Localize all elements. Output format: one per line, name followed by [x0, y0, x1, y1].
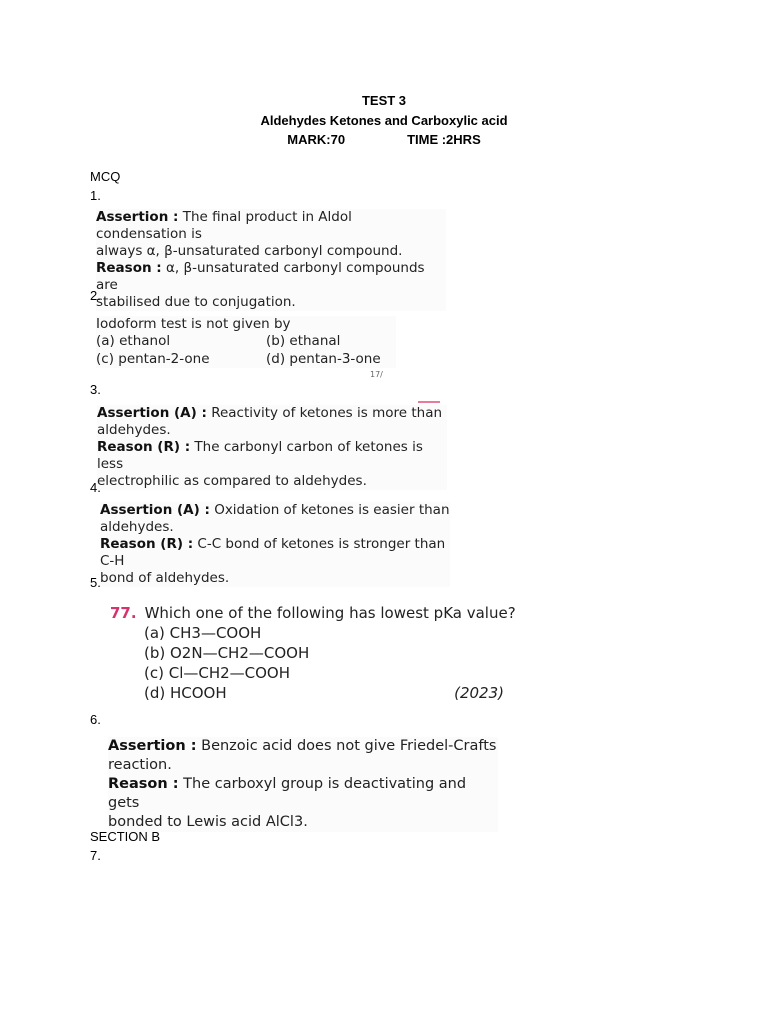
- reason-line: [97, 439, 447, 473]
- option-c-text: (c) Cl—CH2—COOH: [144, 664, 291, 682]
- question-number-3: 3.: [90, 382, 101, 397]
- option-a-text: (a) CH3—COOH: [144, 624, 262, 642]
- reason-text: The carboxyl group is deactivating and gets: [108, 776, 467, 811]
- question-5-image: [110, 603, 530, 703]
- question-2-image: [96, 316, 396, 368]
- reason-line: [100, 536, 450, 570]
- reason-label: Reason (R) :: [100, 536, 194, 552]
- question-1-image: [96, 209, 446, 311]
- option-c: (c) pentan-2-one: [96, 351, 210, 367]
- test-title: TEST 3: [361, 93, 407, 108]
- reason-line: [108, 775, 498, 813]
- option-b-text: (b) O2N—CH2—COOH: [144, 644, 310, 662]
- assertion-text: The final product in Aldol condensation is: [96, 209, 352, 242]
- question-number-1: 1.: [90, 188, 101, 203]
- reason-line: [96, 260, 446, 294]
- question-number-7: 7.: [90, 848, 101, 863]
- assertion-text-cont: reaction.: [108, 757, 172, 773]
- assertion-label: Assertion :: [108, 738, 197, 754]
- marks-time-line: [0, 132, 768, 148]
- assertion-text-cont: aldehydes.: [100, 519, 174, 535]
- assertion-line: [100, 502, 450, 519]
- assertion-text: Oxidation of ketones is easier than: [214, 502, 450, 518]
- question-number-4: 4.: [90, 480, 101, 495]
- test-subject: Aldehydes Ketones and Carboxylic acid: [260, 113, 508, 128]
- reason-label: Reason :: [96, 260, 162, 276]
- question-3-image: [97, 405, 447, 490]
- question-number-5: 5.: [90, 575, 101, 590]
- reason-label: Reason :: [108, 776, 179, 792]
- assertion-label: Assertion (A) :: [97, 405, 207, 421]
- assertion-text-cont: always α, β-unsaturated carbonyl compound.: [96, 243, 403, 259]
- reason-text: The carbonyl carbon of ketones is less: [97, 439, 423, 472]
- question-stem: Which one of the following has lowest pKa value?: [144, 604, 516, 622]
- assertion-label: Assertion (A) :: [100, 502, 210, 518]
- reason-text-cont: bonded to Lewis acid AlCl3.: [108, 814, 308, 830]
- total-marks: MARK:70: [287, 132, 346, 147]
- time-allowed: TIME :2HRS: [407, 132, 481, 147]
- cropped-fragment: 17/: [370, 370, 383, 379]
- section-b-label: SECTION B: [90, 829, 161, 844]
- red-underline-mark: [418, 401, 440, 403]
- options-grid: [96, 333, 396, 368]
- reason-text-cont: stabilised due to conjugation.: [96, 294, 296, 310]
- reason-label: Reason (R) :: [97, 439, 191, 455]
- question-4-image: [100, 502, 450, 587]
- source-question-number: 77.: [110, 604, 137, 622]
- option-b: (b) ethanal: [266, 333, 341, 349]
- option-a: (a) ethanol: [96, 333, 171, 349]
- exam-year: (2023): [454, 684, 504, 702]
- assertion-text: Reactivity of ketones is more than: [211, 405, 443, 421]
- assertion-label: Assertion :: [96, 209, 179, 225]
- question-6-image: [108, 737, 498, 832]
- section-mcq-label: MCQ: [90, 169, 121, 184]
- assertion-line: [108, 737, 498, 756]
- option-d-text: (d) HCOOH: [144, 684, 227, 702]
- option-a: [110, 623, 504, 643]
- option-d: [110, 683, 504, 703]
- assertion-line: [96, 209, 446, 243]
- reason-text: C-C bond of ketones is stronger than C-H: [100, 536, 446, 569]
- option-d: (d) pentan-3-one: [266, 351, 381, 367]
- option-b: [110, 643, 504, 663]
- assertion-text-cont: aldehydes.: [97, 422, 171, 438]
- assertion-line: [97, 405, 447, 422]
- reason-text-cont: bond of aldehydes.: [100, 570, 230, 586]
- question-number-6: 6.: [90, 712, 101, 727]
- question-number-2: 2.: [90, 288, 101, 303]
- reason-text-cont: electrophilic as compared to aldehydes.: [97, 473, 367, 489]
- option-c: [110, 663, 504, 683]
- reason-text: α, β-unsaturated carbonyl compounds are: [96, 260, 425, 293]
- question-stem-line: [110, 603, 530, 623]
- assertion-text: Benzoic acid does not give Friedel-Crafts: [201, 738, 497, 754]
- question-stem: Iodoform test is not given by: [96, 316, 291, 332]
